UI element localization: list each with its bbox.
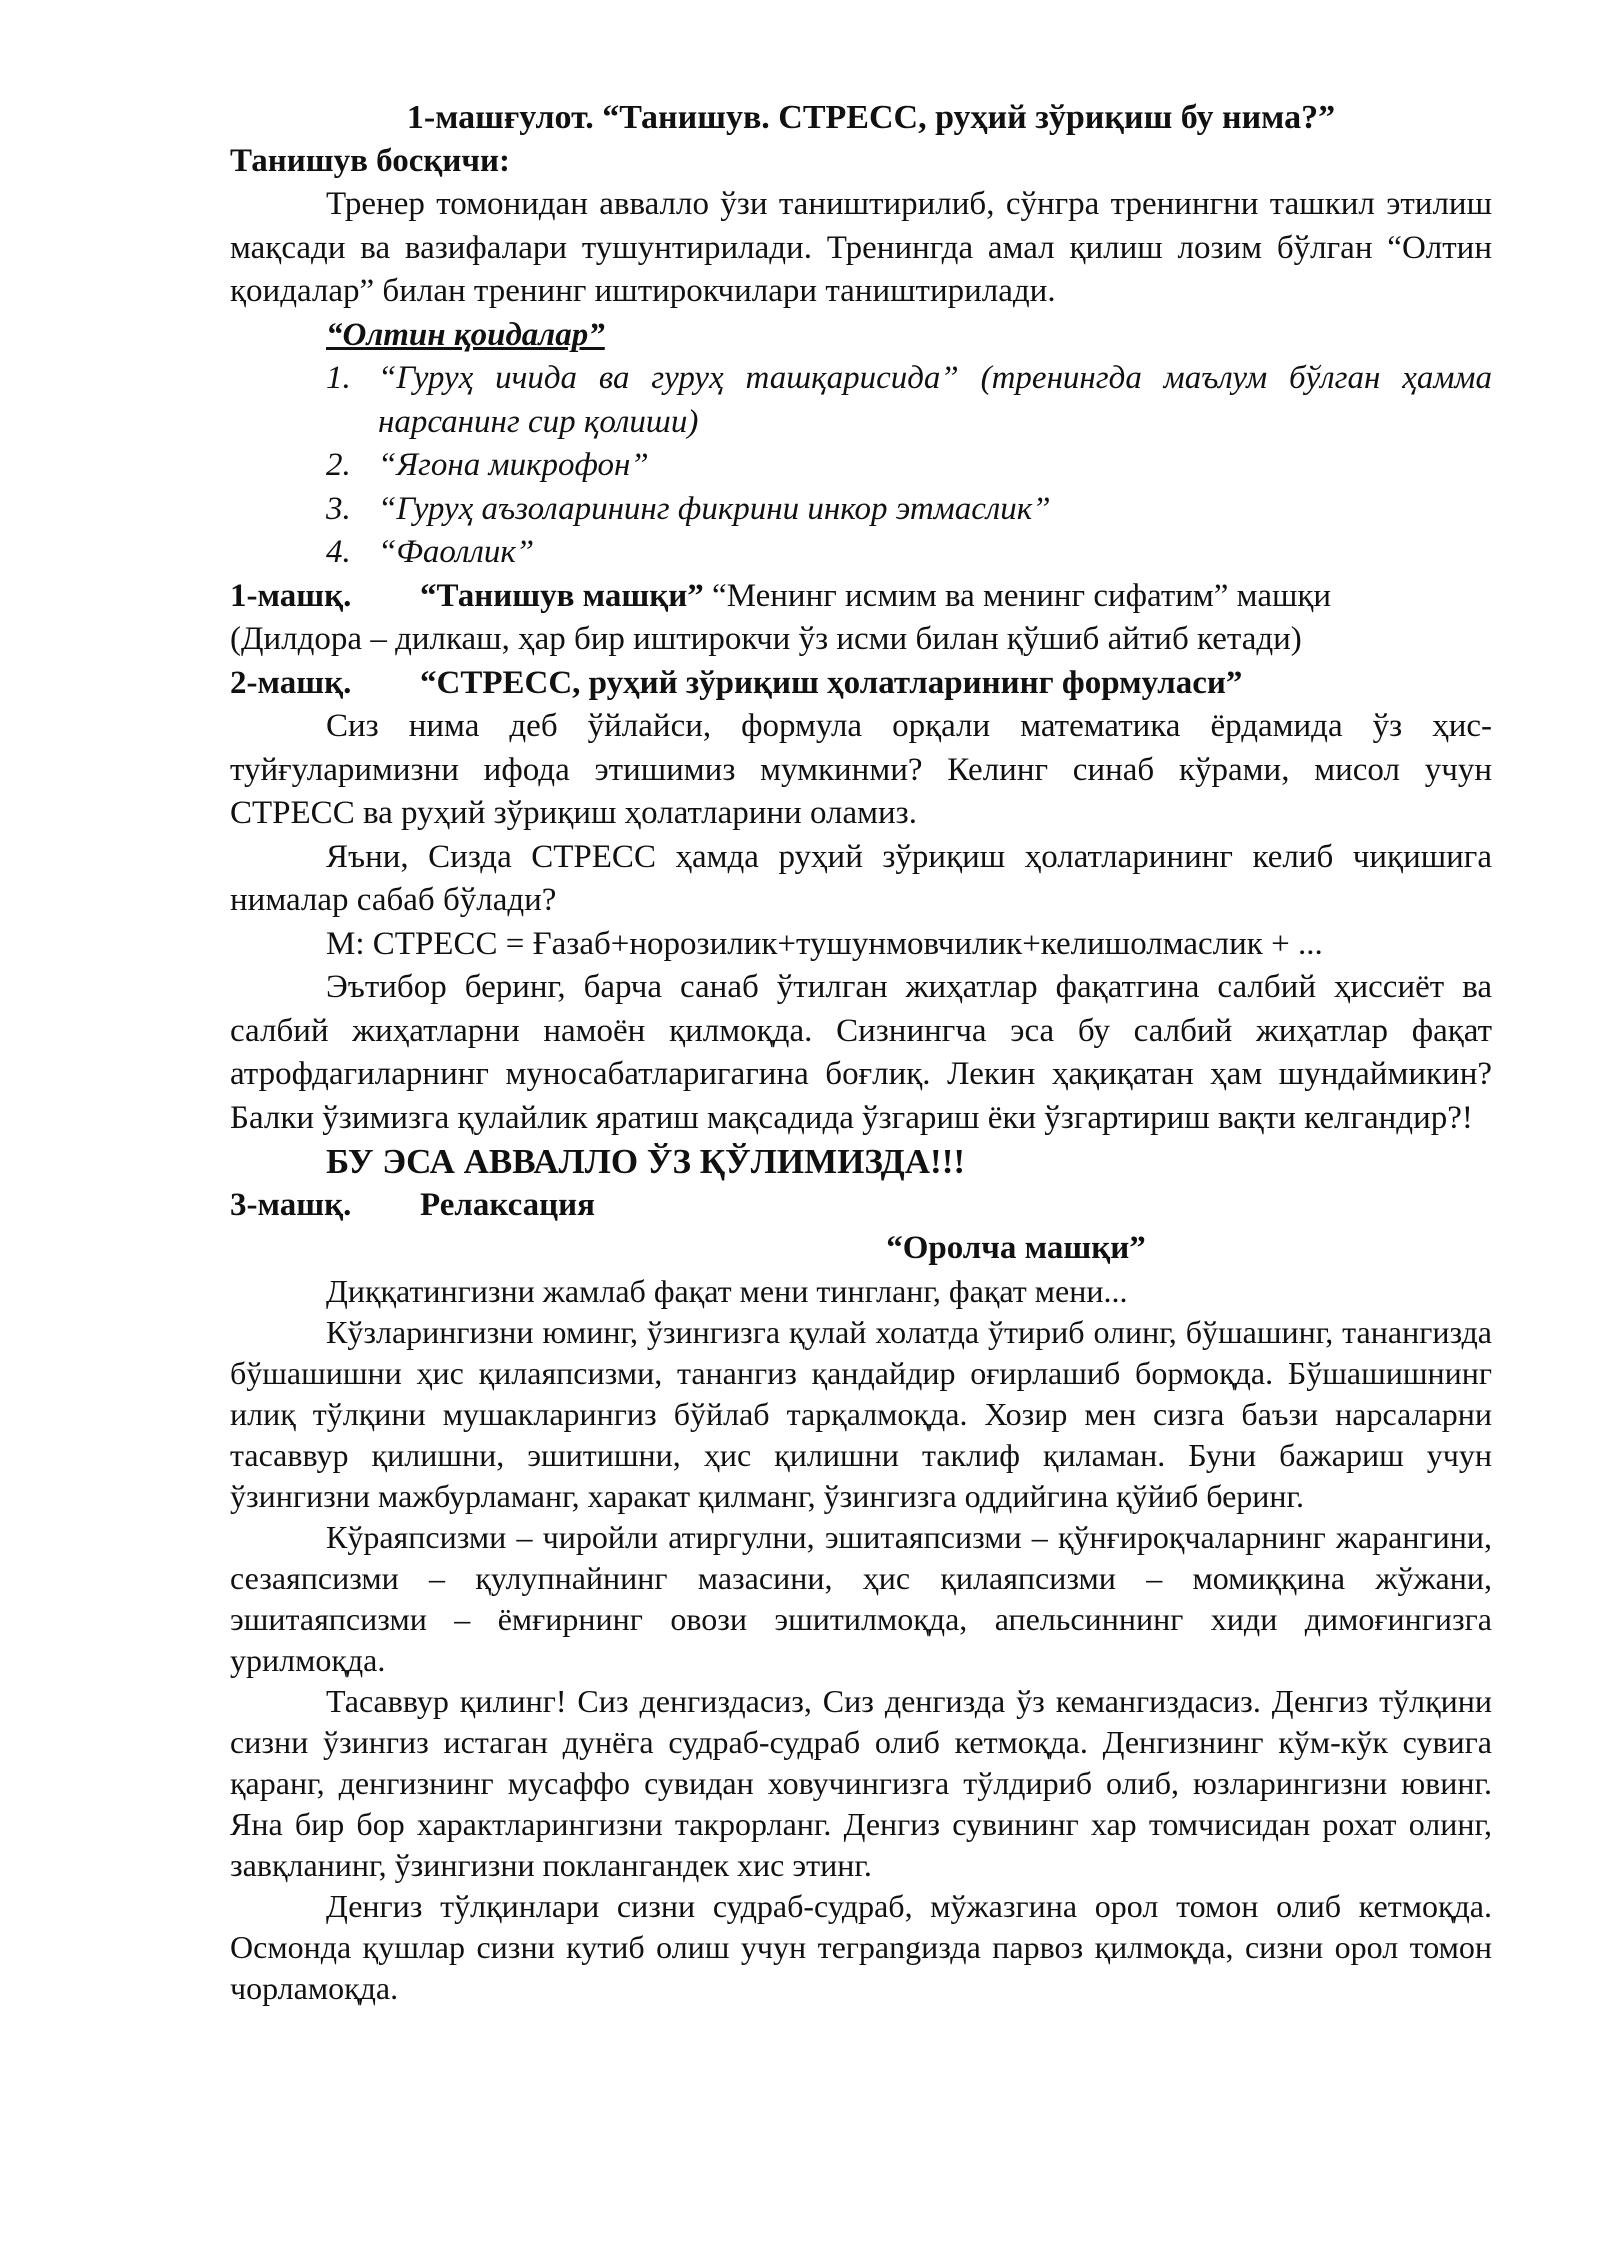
document-page: [230, 96, 1492, 2009]
exercise-2-paragraph-2: Яъни, Сизда СТРЕСС ҳамда руҳий зўриқиш ҳолатларининг келиб чиқишига нималар сабаб бўлади?: [230, 838, 1492, 918]
list-item: [326, 357, 1492, 444]
exercise-3-title: Релаксация: [420, 1186, 596, 1223]
rule-text: “Гуруҳ аъзоларининг фикрини инкор этмаслик”: [378, 490, 1051, 527]
rule-number: 1.: [326, 360, 351, 396]
exercise-2-heading: [230, 662, 1492, 706]
rule-number: 4.: [326, 534, 351, 570]
exercise-2-paragraph-3: Эътибор беринг, барча санаб ўтилган жиҳатлар фақатгина салбий ҳиссиёт ва салбий жиҳатларни намоён қилмоқда. Сизнингча эса бу салбий жиҳатлар фақат атрофдагиларнинг муносабатларигагина боғлиқ. Лекин ҳақиқатан ҳам шундаймикин? Балки ўзимизга қулайлик яратиш мақсадида ўзгариш ёки ўзгартириш вақти келгандир?!: [230, 969, 1492, 1136]
exercise-3-paragraph-5: Денгиз тўлқинлари сизни судраб-судраб, мўжазгина орол томон олиб кетмоқда. Осмонда қушлар сизни кутиб олиш учун теграngизда парвоз қилмоқда, сизни орол томон чорламоқда.: [230, 1887, 1492, 2006]
rule-number: 3.: [326, 490, 351, 527]
exercise-1-text: “Менинг исмим ва менинг сифатим” машқи: [703, 577, 1332, 614]
list-item: [326, 488, 1492, 532]
intro-paragraph: Тренер томонидан аввалло ўзи таништирилиб, сўнгра тренингни ташкил этилиш мақсади ва вазифалари тушунтирилади. Тренингда амал қилиш лозим бўлган “Олтин қоидалар” билан тренинг иштирокчилари таништирилади.: [230, 186, 1492, 309]
exercise-3-paragraph-2: Кўзларингизни юминг, ўзингизга қулай холатда ўтириб олинг, бўшашинг, танангизда бўшашишни ҳис қилаяпсизми, танангиз қандайдир оғирлашиб бормоқда. Бўшашишнинг илиқ тўлқини мушакларингиз бўйлаб тарқалмоқда. Хозир мен сизга баъзи нарсаларни тасаввур қилишни, эшитишни, ҳис қилишни таклиф қиламан. Буни бажариш учун ўзингизни мажбурламанг, харакат қилманг, ўзингизга оддийгина қўйиб беринг.: [230, 1313, 1492, 1514]
exercise-2-label: 2-машқ.: [230, 664, 352, 701]
exercise-2-title: “СТРЕСС, руҳий зўриқиш ҳолатларининг формуласи”: [420, 664, 1243, 701]
exercise-2-emphasis: БУ ЭСА АВВАЛЛО ЎЗ ҚЎЛИМИЗДА!!!: [326, 1142, 966, 1181]
exercise-3-paragraph-3: Кўраяпсизми – чиройли атиргулни, эшитаяпсизми – қўнғироқчаларнинг жарангини, сезаяпсизми – қулупнайнинг мазасини, ҳис қилаяпсизми – момиққина жўжани, эшитаяпсизми – ёмғирнинг овози эшитилмоқда, апельсиннинг хиди димоғингизга урилмоқда.: [230, 1518, 1492, 1678]
list-item: [326, 531, 1492, 575]
stage-heading: Танишув босқичи:: [230, 142, 511, 179]
exercise-3-subtitle: “Оролча машқи”: [886, 1230, 1146, 1266]
document-title: 1-машғулот. “Танишув. СТРЕСС, руҳий зўриқиш бу нима?”: [406, 99, 1336, 136]
rule-text: “Фаоллик”: [378, 534, 535, 570]
list-item: [326, 444, 1492, 488]
exercise-1-note: (Дилдора – дилкаш, ҳар бир иштирокчи ўз исми билан қўшиб айтиб кетади): [230, 621, 1302, 657]
exercise-3-label: 3-машқ.: [230, 1186, 352, 1223]
exercise-1-heading: [230, 575, 1492, 619]
exercise-3-heading: [230, 1184, 1492, 1228]
rule-text: “Гуруҳ ичида ва гуруҳ ташқарисида” (тренингда маълум бўлган ҳамма нарсанинг сир қолиши): [378, 360, 1492, 440]
exercise-3-paragraph-1: Диққатингизни жамлаб фақат мени тингланг, фақат мени...: [326, 1272, 1128, 1309]
stress-formula: М: СТРЕСС = Ғазаб+норозилик+тушунмовчилик+келишолмаслик + ...: [326, 925, 1323, 962]
rule-number: 2.: [326, 447, 351, 483]
rules-heading: “Олтин қоидалар”: [326, 316, 605, 353]
exercise-2-paragraph-1: Сиз нима деб ўйлайси, формула орқали математика ёрдамида ўз ҳис-туйғуларимизни ифода этишимиз мумкинми? Келинг синаб кўрами, мисол учун СТРЕСС ва руҳий зўриқиш ҳолатларини оламиз.: [230, 708, 1492, 831]
rule-text: “Ягона микрофон”: [378, 447, 649, 483]
exercise-3-body: [230, 1271, 1492, 2009]
exercise-1-title: “Танишув машқи”: [420, 577, 704, 614]
golden-rules-list: [230, 357, 1492, 575]
exercise-1-label: 1-машқ.: [230, 577, 352, 614]
exercise-3-paragraph-4: Тасаввур қилинг! Сиз денгиздасиз, Сиз денгизда ўз кемангиздасиз. Денгиз тўлқини сизни ўзингиз истаган дунёга судраб-судраб олиб кетмоқда. Денгизнинг кўм-кўк сувига қаранг, денгизнинг мусаффо сувидан ховучингизга тўлдириб олиб, юзларингизни ювинг. Яна бир бор характларингизни такрорланг. Денгиз сувининг хар томчисидан рохат олинг, завқланинг, ўзингизни поклангандек хис этинг.: [230, 1682, 1492, 1883]
